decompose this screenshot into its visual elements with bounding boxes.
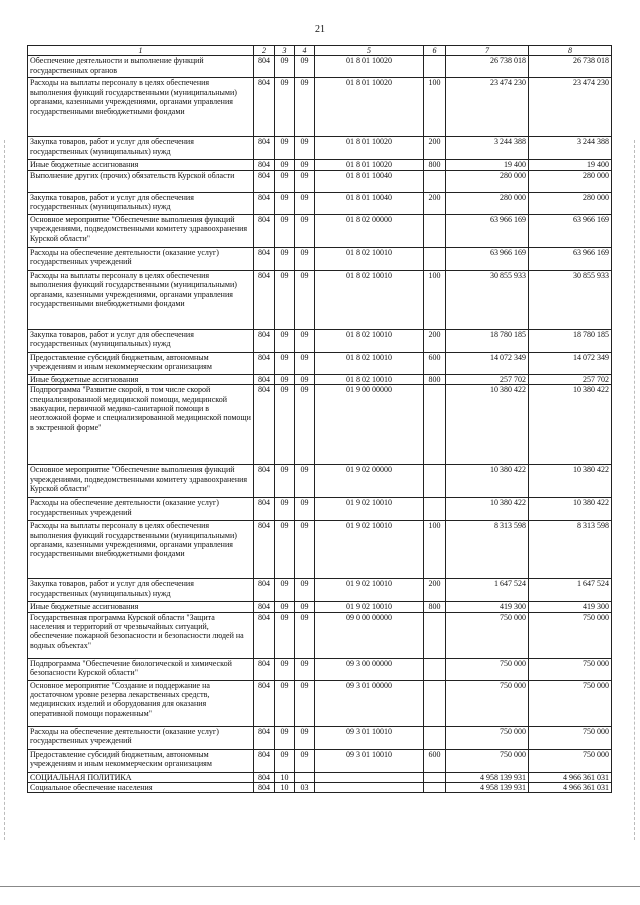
table-row <box>28 385 612 465</box>
row-name: Расходы на обеспечение деятельности (оказание услуг) государственных учреждений <box>28 726 254 749</box>
page-number: 21 <box>315 24 325 35</box>
row-subsection: 09 <box>295 749 315 772</box>
row-ministry-code: 804 <box>254 352 275 374</box>
row-section: 09 <box>275 374 295 384</box>
row-subsection: 09 <box>295 612 315 658</box>
row-target-article: 01 9 02 10010 <box>315 579 424 602</box>
table-row <box>28 78 612 137</box>
table-row <box>28 498 612 521</box>
table-row <box>28 247 612 270</box>
row-target-article: 09 3 01 10010 <box>315 749 424 772</box>
row-amount-1: 4 958 139 931 <box>446 772 529 782</box>
row-subsection: 09 <box>295 214 315 247</box>
table-row <box>28 352 612 374</box>
row-section: 10 <box>275 783 295 793</box>
row-subsection: 09 <box>295 78 315 137</box>
row-target-article: 01 8 02 10010 <box>315 270 424 329</box>
header-col-6: 6 <box>424 46 446 56</box>
row-amount-2: 23 474 230 <box>529 78 612 137</box>
row-ministry-code: 804 <box>254 521 275 579</box>
row-section: 09 <box>275 214 295 247</box>
header-col-4: 4 <box>295 46 315 56</box>
row-section: 09 <box>275 137 295 160</box>
row-amount-1: 280 000 <box>446 192 529 214</box>
row-section: 09 <box>275 465 295 498</box>
row-ministry-code: 804 <box>254 465 275 498</box>
row-expense-type: 600 <box>424 749 446 772</box>
row-amount-2: 63 966 169 <box>529 214 612 247</box>
row-name: Расходы на выплаты персоналу в целях обеспечения выполнения функций государственными (муниципальными) органами, казенными учреждениями, органами управления государственными внебюджетными фондами <box>28 270 254 329</box>
row-expense-type <box>424 214 446 247</box>
scan-edge-right <box>634 140 636 840</box>
table-row <box>28 465 612 498</box>
row-target-article: 09 3 01 10010 <box>315 726 424 749</box>
row-target-article: 01 8 01 10020 <box>315 160 424 170</box>
row-target-article: 01 8 02 10010 <box>315 374 424 384</box>
row-ministry-code: 804 <box>254 783 275 793</box>
row-subsection: 09 <box>295 658 315 680</box>
row-name: Основное мероприятие "Обеспечение выполнения функций учреждениями, подведомственными комитету здравоохранения Курской области" <box>28 465 254 498</box>
row-name: Закупка товаров, работ и услуг для обеспечения государственных (муниципальных) нужд <box>28 192 254 214</box>
row-ministry-code: 804 <box>254 680 275 726</box>
table-row <box>28 214 612 247</box>
row-section: 09 <box>275 78 295 137</box>
row-section: 09 <box>275 749 295 772</box>
row-target-article: 01 8 02 10010 <box>315 352 424 374</box>
row-section: 09 <box>275 385 295 465</box>
row-amount-1: 10 380 422 <box>446 498 529 521</box>
row-ministry-code: 804 <box>254 772 275 782</box>
row-ministry-code: 804 <box>254 602 275 612</box>
row-name: Предоставление субсидий бюджетным, автономным учреждениям и иным некоммерческим организациям <box>28 749 254 772</box>
table-row <box>28 170 612 192</box>
row-expense-type <box>424 247 446 270</box>
row-amount-2: 10 380 422 <box>529 465 612 498</box>
row-expense-type <box>424 612 446 658</box>
table-row <box>28 726 612 749</box>
row-amount-2: 18 780 185 <box>529 329 612 352</box>
row-subsection: 09 <box>295 521 315 579</box>
row-section: 09 <box>275 680 295 726</box>
row-amount-1: 30 855 933 <box>446 270 529 329</box>
row-subsection: 09 <box>295 247 315 270</box>
row-amount-1: 4 958 139 931 <box>446 783 529 793</box>
row-subsection <box>295 772 315 782</box>
row-expense-type <box>424 658 446 680</box>
header-col-8: 8 <box>529 46 612 56</box>
row-section: 09 <box>275 602 295 612</box>
row-subsection: 09 <box>295 385 315 465</box>
header-col-3: 3 <box>275 46 295 56</box>
row-section: 09 <box>275 726 295 749</box>
row-expense-type <box>424 170 446 192</box>
row-target-article: 01 8 02 00000 <box>315 214 424 247</box>
row-amount-2: 10 380 422 <box>529 498 612 521</box>
row-section: 09 <box>275 170 295 192</box>
row-target-article: 01 8 01 10040 <box>315 192 424 214</box>
row-name: Выполнение других (прочих) обязательств Курской области <box>28 170 254 192</box>
row-subsection: 09 <box>295 680 315 726</box>
row-section: 10 <box>275 772 295 782</box>
row-name: Расходы на обеспечение деятельности (оказание услуг) государственных учреждений <box>28 498 254 521</box>
table-row <box>28 749 612 772</box>
row-name: Закупка товаров, работ и услуг для обеспечения государственных (муниципальных) нужд <box>28 329 254 352</box>
row-subsection: 09 <box>295 170 315 192</box>
row-amount-2: 280 000 <box>529 170 612 192</box>
table-row <box>28 374 612 384</box>
row-section: 09 <box>275 192 295 214</box>
row-name: Расходы на обеспечение деятельности (оказание услуг) государственных учреждений <box>28 247 254 270</box>
row-name: Расходы на выплаты персоналу в целях обеспечения выполнения функций государственными (муниципальными) органами, казенными учреждениями, органами управления государственными внебюджетными фондами <box>28 521 254 579</box>
row-section: 09 <box>275 579 295 602</box>
table-row <box>28 270 612 329</box>
row-amount-2: 280 000 <box>529 192 612 214</box>
table-row <box>28 579 612 602</box>
row-expense-type <box>424 680 446 726</box>
row-name: Обеспечение деятельности и выполнение функций государственных органов <box>28 56 254 78</box>
scan-edge-left <box>4 140 6 840</box>
table-row <box>28 56 612 78</box>
row-target-article: 01 8 02 10010 <box>315 247 424 270</box>
row-target-article <box>315 783 424 793</box>
row-subsection: 09 <box>295 352 315 374</box>
row-amount-1: 23 474 230 <box>446 78 529 137</box>
row-ministry-code: 804 <box>254 658 275 680</box>
row-target-article <box>315 772 424 782</box>
row-subsection: 09 <box>295 56 315 78</box>
table-row <box>28 137 612 160</box>
row-amount-2: 10 380 422 <box>529 385 612 465</box>
row-expense-type: 200 <box>424 329 446 352</box>
row-expense-type <box>424 385 446 465</box>
row-amount-2: 19 400 <box>529 160 612 170</box>
row-amount-1: 63 966 169 <box>446 247 529 270</box>
table-row <box>28 658 612 680</box>
row-expense-type: 100 <box>424 521 446 579</box>
row-amount-2: 257 702 <box>529 374 612 384</box>
page-bottom-line <box>0 886 640 887</box>
row-amount-1: 18 780 185 <box>446 329 529 352</box>
row-amount-1: 750 000 <box>446 749 529 772</box>
row-amount-1: 280 000 <box>446 170 529 192</box>
header-col-1: 1 <box>28 46 254 56</box>
row-amount-2: 26 738 018 <box>529 56 612 78</box>
budget-table <box>27 45 612 793</box>
row-expense-type <box>424 726 446 749</box>
row-expense-type <box>424 772 446 782</box>
row-ministry-code: 804 <box>254 579 275 602</box>
row-section: 09 <box>275 160 295 170</box>
row-amount-1: 63 966 169 <box>446 214 529 247</box>
table-row <box>28 160 612 170</box>
row-name: Иные бюджетные ассигнования <box>28 160 254 170</box>
row-section: 09 <box>275 56 295 78</box>
row-name: Социальное обеспечение населения <box>28 783 254 793</box>
row-target-article: 01 9 02 10010 <box>315 521 424 579</box>
row-name: Основное мероприятие "Создание и поддержание на достаточном уровне резерва лекарственных средств, медицинских изделий и оборудования для оказания оперативной помощи пораженным" <box>28 680 254 726</box>
table-row <box>28 680 612 726</box>
row-subsection: 03 <box>295 783 315 793</box>
row-name: Государственная программа Курской области "Защита населения и территорий от чрезвычайных ситуаций, обеспечение пожарной безопасности и безопасности людей на водных объектах" <box>28 612 254 658</box>
row-ministry-code: 804 <box>254 137 275 160</box>
row-ministry-code: 804 <box>254 385 275 465</box>
row-name: Иные бюджетные ассигнования <box>28 602 254 612</box>
row-section: 09 <box>275 270 295 329</box>
row-subsection: 09 <box>295 498 315 521</box>
row-section: 09 <box>275 498 295 521</box>
row-amount-1: 19 400 <box>446 160 529 170</box>
row-expense-type: 600 <box>424 352 446 374</box>
row-expense-type: 200 <box>424 137 446 160</box>
table-row <box>28 772 612 782</box>
row-target-article: 09 3 01 00000 <box>315 680 424 726</box>
row-amount-1: 10 380 422 <box>446 465 529 498</box>
row-name: Расходы на выплаты персоналу в целях обеспечения выполнения функций государственными (муниципальными) органами, казенными учреждениями, органами управления государственными внебюджетными фондами <box>28 78 254 137</box>
table-row <box>28 329 612 352</box>
row-name: Предоставление субсидий бюджетным, автономным учреждениям и иным некоммерческим организациям <box>28 352 254 374</box>
row-section: 09 <box>275 612 295 658</box>
row-amount-2: 63 966 169 <box>529 247 612 270</box>
header-col-2: 2 <box>254 46 275 56</box>
row-subsection: 09 <box>295 579 315 602</box>
row-ministry-code: 804 <box>254 56 275 78</box>
row-subsection: 09 <box>295 270 315 329</box>
row-ministry-code: 804 <box>254 329 275 352</box>
row-amount-2: 750 000 <box>529 658 612 680</box>
row-expense-type: 800 <box>424 374 446 384</box>
row-amount-2: 750 000 <box>529 612 612 658</box>
row-subsection: 09 <box>295 602 315 612</box>
row-expense-type <box>424 783 446 793</box>
row-amount-2: 750 000 <box>529 726 612 749</box>
row-ministry-code: 804 <box>254 612 275 658</box>
row-amount-1: 26 738 018 <box>446 56 529 78</box>
row-expense-type: 200 <box>424 579 446 602</box>
row-name: Подпрограмма "Развитие скорой, в том числе скорой специализированной медицинской помощи, медицинской эвакуации, первичной медико-санитарной помощи в неотложной форме и специализированной медицинской помощи в экстренной форме" <box>28 385 254 465</box>
row-amount-1: 750 000 <box>446 726 529 749</box>
row-target-article: 01 8 02 10010 <box>315 329 424 352</box>
row-ministry-code: 804 <box>254 170 275 192</box>
row-target-article: 09 3 00 00000 <box>315 658 424 680</box>
table-row <box>28 602 612 612</box>
table-row <box>28 521 612 579</box>
row-ministry-code: 804 <box>254 749 275 772</box>
row-target-article: 01 8 01 10020 <box>315 56 424 78</box>
row-name: Закупка товаров, работ и услуг для обеспечения государственных (муниципальных) нужд <box>28 137 254 160</box>
row-target-article: 01 8 01 10020 <box>315 78 424 137</box>
row-expense-type: 200 <box>424 192 446 214</box>
row-target-article: 01 9 00 00000 <box>315 385 424 465</box>
row-section: 09 <box>275 352 295 374</box>
row-amount-1: 750 000 <box>446 658 529 680</box>
header-col-5: 5 <box>315 46 424 56</box>
table-row <box>28 612 612 658</box>
row-target-article: 01 9 02 10010 <box>315 602 424 612</box>
row-ministry-code: 804 <box>254 192 275 214</box>
row-amount-1: 8 313 598 <box>446 521 529 579</box>
row-ministry-code: 804 <box>254 214 275 247</box>
row-amount-2: 3 244 388 <box>529 137 612 160</box>
row-amount-1: 257 702 <box>446 374 529 384</box>
row-subsection: 09 <box>295 374 315 384</box>
row-ministry-code: 804 <box>254 78 275 137</box>
row-target-article: 09 0 00 00000 <box>315 612 424 658</box>
row-ministry-code: 804 <box>254 247 275 270</box>
row-subsection: 09 <box>295 465 315 498</box>
row-amount-2: 1 647 524 <box>529 579 612 602</box>
row-expense-type <box>424 56 446 78</box>
row-target-article: 01 8 01 10020 <box>315 137 424 160</box>
row-expense-type: 100 <box>424 78 446 137</box>
row-name: Основное мероприятие "Обеспечение выполнения функций учреждениями, подведомственными комитету здравоохранения Курской области" <box>28 214 254 247</box>
row-target-article: 01 9 02 00000 <box>315 465 424 498</box>
row-amount-1: 1 647 524 <box>446 579 529 602</box>
row-ministry-code: 804 <box>254 374 275 384</box>
row-subsection: 09 <box>295 329 315 352</box>
row-amount-1: 10 380 422 <box>446 385 529 465</box>
row-amount-2: 4 966 361 031 <box>529 772 612 782</box>
row-amount-2: 750 000 <box>529 680 612 726</box>
row-section: 09 <box>275 329 295 352</box>
row-name: СОЦИАЛЬНАЯ ПОЛИТИКА <box>28 772 254 782</box>
row-amount-2: 750 000 <box>529 749 612 772</box>
row-target-article: 01 9 02 10010 <box>315 498 424 521</box>
row-amount-2: 14 072 349 <box>529 352 612 374</box>
row-amount-1: 419 300 <box>446 602 529 612</box>
row-amount-1: 14 072 349 <box>446 352 529 374</box>
header-col-7: 7 <box>446 46 529 56</box>
row-subsection: 09 <box>295 726 315 749</box>
table-row <box>28 783 612 793</box>
row-subsection: 09 <box>295 160 315 170</box>
row-amount-1: 3 244 388 <box>446 137 529 160</box>
table-row <box>28 192 612 214</box>
row-ministry-code: 804 <box>254 160 275 170</box>
row-ministry-code: 804 <box>254 270 275 329</box>
row-section: 09 <box>275 521 295 579</box>
row-section: 09 <box>275 247 295 270</box>
row-section: 09 <box>275 658 295 680</box>
row-name: Подпрограмма "Обеспечение биологической и химической безопасности Курской области" <box>28 658 254 680</box>
row-name: Иные бюджетные ассигнования <box>28 374 254 384</box>
row-expense-type: 100 <box>424 270 446 329</box>
row-ministry-code: 804 <box>254 498 275 521</box>
row-amount-1: 750 000 <box>446 680 529 726</box>
row-amount-2: 4 966 361 031 <box>529 783 612 793</box>
row-subsection: 09 <box>295 192 315 214</box>
row-expense-type <box>424 498 446 521</box>
row-name: Закупка товаров, работ и услуг для обеспечения государственных (муниципальных) нужд <box>28 579 254 602</box>
row-ministry-code: 804 <box>254 726 275 749</box>
row-target-article: 01 8 01 10040 <box>315 170 424 192</box>
header-row <box>28 46 612 56</box>
row-subsection: 09 <box>295 137 315 160</box>
row-amount-2: 8 313 598 <box>529 521 612 579</box>
row-expense-type: 800 <box>424 602 446 612</box>
row-expense-type <box>424 465 446 498</box>
row-amount-1: 750 000 <box>446 612 529 658</box>
row-expense-type: 800 <box>424 160 446 170</box>
row-amount-2: 30 855 933 <box>529 270 612 329</box>
row-amount-2: 419 300 <box>529 602 612 612</box>
